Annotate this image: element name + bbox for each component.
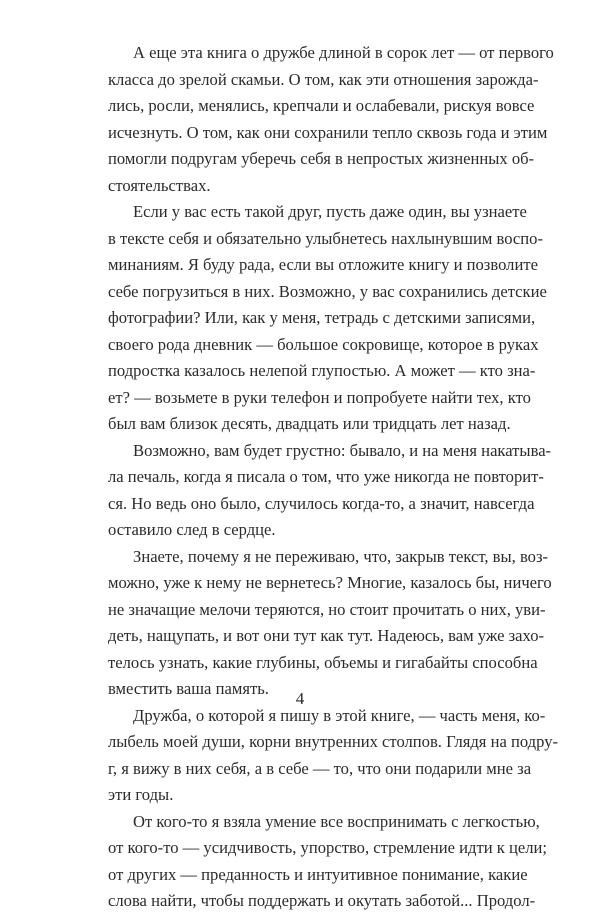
paragraph-3: [108, 438, 552, 544]
paragraph-1: [108, 40, 554, 199]
text-line: минаниям. Я буду рада, если вы отложите книгу и позволите: [108, 255, 538, 274]
paragraph-5: [108, 703, 559, 809]
text-line: был вам близок десять, двадцать или тридцать лет назад.: [108, 414, 511, 433]
page-number: 4: [295, 689, 305, 708]
text-line: подростка казалось нелепой глупостью. А может — кто зна-: [108, 361, 536, 380]
text-line: г, я вижу в них себя, а в себе — то, что они подарили мне за: [108, 758, 532, 778]
text-line: Знаете, почему я не переживаю, что, закрыв текст, вы, воз-: [133, 546, 549, 566]
paragraph-4: [108, 544, 552, 703]
text-line: Возможно, вам будет грустно: бывало, и на меня накатыва-: [133, 440, 552, 460]
text-line: эти годы.: [108, 785, 174, 804]
text-line: от кого-то — усидчивость, упорство, стремление идти к цели;: [108, 838, 547, 857]
book-page-text: [108, 40, 559, 915]
text-line: в тексте себя и обязательно улыбнетесь нахлынувшим воспо-: [108, 228, 543, 248]
text-line: телось узнать, какие глубины, объемы и гигабайты способна: [108, 652, 538, 672]
text-line: Дружба, о которой я пишу в этой книге, — часть меня, ко-: [133, 705, 546, 725]
text-line: лыбель моей души, корни внутренних столпов. Глядя на подру-: [108, 732, 559, 751]
text-line: лись, росли, менялись, крепчали и ослабевали, рискуя вовсе: [108, 96, 535, 115]
text-line: А еще эта книга о дружбе длиной в сорок лет — от первого: [133, 43, 554, 62]
text-line: вместить ваша память.: [108, 679, 269, 698]
text-line: ет? — возьмете в руки телефон и попробуете найти тех, кто: [108, 387, 531, 407]
text-line: Если у вас есть такой друг, пусть даже один, вы узнаете: [133, 202, 527, 221]
text-line: слова найти, чтобы поддержать и окутать заботой... Продол-: [108, 891, 536, 910]
text-line: деть, нащупать, и вот они тут как тут. Надеюсь, вам уже захо-: [108, 626, 545, 645]
text-line: себе погрузиться в них. Возможно, у вас сохранились детские: [108, 281, 547, 301]
text-line: от других — преданность и интуитивное понимание, какие: [108, 864, 528, 884]
text-line: исчезнуть. О том, как они сохранили тепло сквозь года и этим: [108, 122, 548, 142]
text-line: ла печаль, когда я писала о том, что уже никогда не повторит-: [108, 467, 544, 486]
text-line: помогли подругам уберечь себя в непростых жизненных об-: [108, 149, 535, 168]
paragraph-2: [108, 199, 547, 438]
text-line: От кого-то я взяла умение все воспринимать с легкостью,: [133, 811, 540, 831]
text-line: можно, уже к нему не вернетесь? Многие, казалось бы, ничего: [108, 573, 552, 592]
text-line: оставило след в сердце.: [108, 520, 276, 539]
paragraph-6: [108, 809, 547, 915]
text-line: ся. Но ведь оно было, случилось когда-то, а значит, навсегда: [108, 493, 535, 513]
text-line: фотографии? Или, как у меня, тетрадь с детскими записями,: [108, 308, 536, 327]
text-line: класса до зрелой скамьи. О том, как эти отношения зарожда-: [108, 69, 539, 89]
text-line: своего рода дневник — большое сокровище, которое в руках: [108, 334, 539, 354]
text-line: стоятельствах.: [108, 175, 211, 195]
text-line: не значащие мелочи теряются, но стоит прочитать о них, уви-: [108, 599, 546, 619]
